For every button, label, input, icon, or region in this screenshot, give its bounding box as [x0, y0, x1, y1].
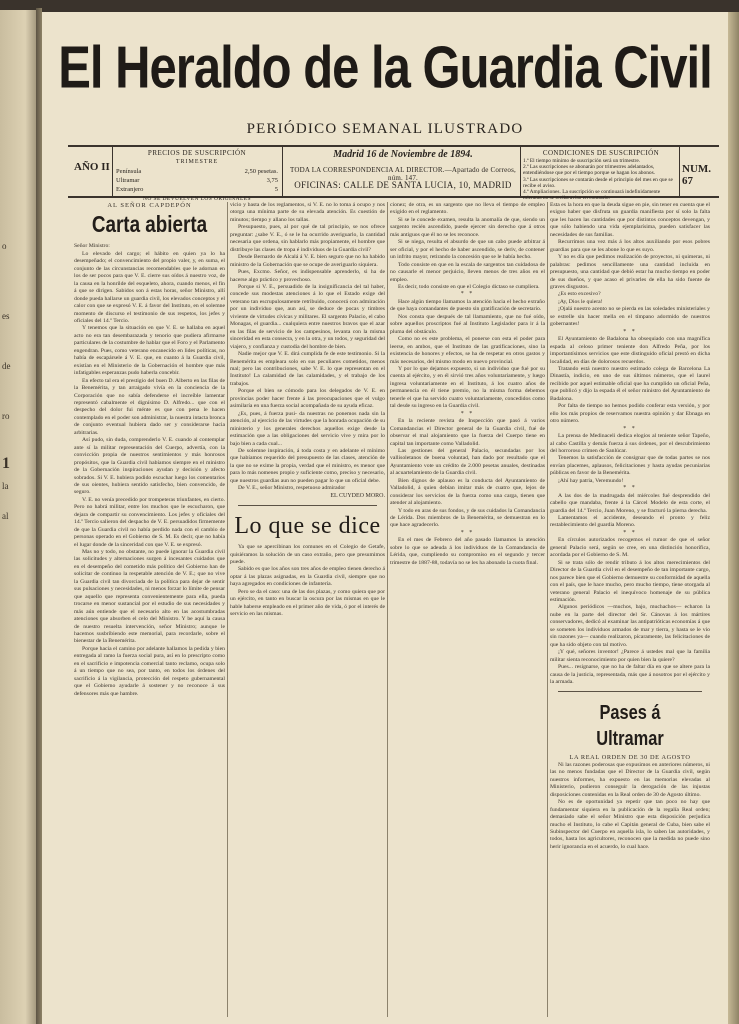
paragraph: Mas no y todo, no obstante, no puede ignorar la Guardia civil las solicitudes y alternaciones surgen á incesantes cuidados que en el desempeño del cometido más político del Gobierno han de solicitar de continuo la respetable atención de V. E.; que no vive la Guardia civil tan divorciada de la política para dejar de sentir sus pulsaciones y necesidades, ni menos forzar lo límite de pensar que aquello que representa convenientemente para ella, pueda trocarse en menor sustancial por el estudio de sus necesidades y más aún entiende que el necesario alto en las acostumbradas atenciones que absorben el celo del Ministro. Y be aquí la causa de nuestro resuelta intervención, señor Ministro; aunque le hacemos susbríbiendo este memorial, para recordarle, sobre el bienestar de la Benemérita. [74, 549, 225, 645]
divider [282, 147, 283, 196]
paragraph: Porque hacia el camino por adelante hallamos la pedida y bien entregada al ramo la fuerza social pura, así en lo prescripto como en el sacrificio e impotencia comercial tanto reclamo, ocupa solo á un tiempo que no sea, por tanto, en todos los órdenes del sacrificio á la vigilancia, protección del respeto gubernamental que el Gobierno ayudarle á sostener y no reconoce á sus defensores más que hambre. [74, 645, 225, 697]
paragraph: Y por lo que dejamos expuesto, si un individuo que fué por su cuenta al ejército, y en él sirvió tres años voluntariamente, y luego ingresa voluntariamente en el Instituto, á los cuatro años de permanencia en él tiene premio, no la misma forma debemos tenerle el que ha servido cuatro voluntariamente, concedidos como tal desde su ingreso en la Guardia civil. [390, 365, 545, 410]
paragraph: Sabido es que los años son tres años de empleo tienen derecho á optar á las plazas asignadas, en la Guardia civil, siempre que no haya agregados en condiciones de infantería. [230, 566, 385, 588]
paragraph: Presupuesto, pues, al por qué de tal principio, se nos ofrece preguntar: ¿sabe V. E., ó se le ha ocurrido averiguarlo, la cantidad necesaria que ordena, sin hablarlo más propiamente, el hombre que distribuye las clases de tropa é individuos de la Guardia civil? [230, 224, 385, 253]
paragraph: Señor Ministro: [74, 243, 110, 250]
price-value: 2,50 pesetas. [244, 168, 278, 175]
newspaper-page [42, 12, 728, 1024]
paragraph: Pero se da el caso: una de las dos plazas, y como quiera que por un ejército, en tanto en buscar la oscura por las mismas en que le hable haberse empleado en el primer año de vida, ó por el interés de servicio en las mismas. [230, 588, 385, 618]
paragraph: Algunos periódicos —muchos, bajo, muchachos— echaron la nube en la parte del director del Sr. Cánovas á los mártires conservadores, dedicó al examinar las antipatrióticas economías á que se someten los individuos armados de mar y tierra, y hasta se le vio sin razones ya— cuando realizaron, pícaramente, las felicitaciones de que ha sido objeto con tal motivo. [550, 604, 710, 648]
price-row [116, 167, 278, 176]
offices-line: OFICINAS: CALLE DE SANTA LUCIA, 10, MADRID [294, 180, 512, 190]
paragraph: La prensa de Medinaceli dedica elogios al teniente señor Tapeño, al cabo Castilla y demás fuerza á sus órdenes, por el descubrimiento del horroroso crimen de Sanlúcar. [550, 433, 710, 454]
paragraph: ¡Ahí hay patria, Veremundo! [558, 477, 624, 484]
column-rule [547, 202, 548, 1017]
conditions-box [523, 147, 679, 202]
asterisk-separator: * * [623, 328, 637, 335]
article-title: Lo que se dice [234, 513, 381, 540]
paragraph: cionez; de otra, es un sargento que no lleva el tiempo de empleo exigido en el reglamento. [390, 202, 545, 216]
paragraph: De V. E., señor Ministro, respetuoso admirador [238, 485, 346, 492]
divider [112, 147, 113, 196]
paragraph: Lo elevado del cargo; el hábito en quien ya lo ha desempeñado; el convencimiento del propio valer, y, en suma, el conjunto de las circunstancias recomendables que le adornan en los de ser pocos para que V. E. cierre sus oídos á nuestro voz, de la causa en la honrilde del esqueleto, ahora, cuando menos, el fin á que se dirigen. Sabidos son á estas horas, señor Ministro, allí donde pueda hallarse un guardia civil, los elevados conceptos y el calor con que se expresó V. E. á favor del Instituto, en el solemne momento de discurso el testimonio de sus respetos, los jefes y oficiales del 14.º Tercio. [74, 250, 225, 324]
asterisk-separator: * * [460, 291, 475, 298]
condition-line: 2.ª Las suscripciones se abonarán por trimestres adelantados, entendiéndose que por el tiempo porque se hagan los abonos. [523, 164, 656, 177]
paragraph: Esta es la hora en que la deuda sigue en pie, sin tener en cuenta que el exiguo haber que disfruta un guardia manifiesta por sí solo la falta que les hacen las cantidades que por distintos conceptos devengan, y que sólo habiendo una vida ejemplarísima, pueden satisfacer las necesidades de sus familias. [550, 202, 710, 238]
paragraph: Nos consta que después de tal llamamiento, que no fué oído, sobre aquellos proscriptos fué al Instituto Legislador para ir á la pluma del obstáculo. [390, 313, 545, 335]
condition-line: 1.ª El tiempo mínimo de suscripción será un trimestre. [523, 158, 641, 164]
asterisk-separator: * * [623, 529, 637, 536]
condition-line: 4.ª Ampliaciones. La suscripción se continuará indefinidamente mientras no se reciba aviso en contrario. [523, 189, 661, 202]
column-1 [74, 202, 225, 698]
price-value: 3,75 [266, 177, 278, 184]
left-fragment: o [2, 241, 7, 251]
year-label: AÑO II [74, 161, 110, 173]
paragraph: Ni las razones poderosas que expusimos en anteriores números, ni las no menos fundadas que el Director de la Guardia civil, según nuestros informes, ha expuesto en las memorias elevadas al Ministerio, pudieron conseguir la derogación de las injustas disposiciones contenidas en la Real orden de 30 de Agosto último. [550, 761, 710, 798]
paragraph: Y tenemos que la situación en que V. E. se hallaba en aquel acto no era tan desembarazada y tenorio que pudiera afirmarse particulares de la costumbre de hablar que el Foro y el Parlamento engendran. Pues, como veterano encanecido en lides políticas, no había de escapársele á V. E. que, en cuanto á la Guardia civil, existían en el Ministerio de la Gobernación el hombre que más infatigables esperanzas pudo haberla concebir. [74, 325, 225, 377]
paragraph: ¡Ojalá nuestro acento no se pierda en las soledades ministeriales y se estrelle sin hacer mella en el tímpano adormido de nuestros gobernantes! [550, 306, 710, 328]
paragraph: ¡Y qué, señores inventor! ¿Parece á ustedes mal que la familia militar sienta reconocimiento por quien bien la quiere? [550, 649, 710, 663]
paragraph: Pues... resignarse, que no ha de faltar día en que se altere para la causa de la justicia, representada, más que á nosotros por el ejército y la armada. [550, 664, 710, 685]
paragraph: Como no es este problema, el ponerse con esta el poder para leerse, en ambos, que el Instituto de las gratificaciones, sino la existencia de honores y efectos, se ha de respetar en otros gastos y más necesarios, del mismo modo en nuevo provincial. [390, 336, 545, 365]
prices-title: PRECIOS DE SUSCRIPCIÓN [147, 149, 247, 157]
paragraph: De solemne inspiración, á toda costa y en adelante el mínimo que habíamos requerido del presupuesto de las clases, atención de la que no se exime la propia, verdad que el ministro, es menor que para lo más nomenes propio y suficiente como, preciso y necesario, que nuestros guardias aun no pueden pagar lo que un oficial debe. [230, 447, 385, 484]
left-fragment: 1 [2, 455, 10, 472]
paragraph: Porque si V. E., persuadido de la insignificancia del tal haber, concede sus modestas atenciones á lo que el Estado exige del veterano tan escrupulosamente retribuido, conocerá con admiración por un individuo que, aun así, se deduce de pocas y timbres viviente de virtudes cívicas y militares. El sargento Palacio, el cabo Monagas, el guardia... cualquiera entre nuestros bravos que el azar en las filas de servicio de los campesinos, levanta con la misma sinceridad en esta consecra, y en la otra, y un todos, y seguridad del viajero, y confianza y custodia del hombre de bien. [230, 283, 385, 350]
prices-box [116, 147, 278, 202]
paragraph: vicio y basta de los reglamentos, si V. E. no lo toma á ocupo y nos otorga una mínima parte de su elevada atención. Es cuestión de minutos; tiempo y allano los tallas. [230, 202, 385, 223]
column-2 [230, 202, 385, 619]
price-row [116, 185, 278, 194]
paragraph: En la reciente revista de Inspección que pasó á varios Comandancias el Director general de la Guardia civil, fué de observar el mal alojamiento que la fuerza del Cuerpo tiene en capital tan importante como Valladolid. [390, 418, 545, 447]
asterisk-separator: * * [623, 485, 637, 492]
divider [520, 147, 521, 196]
price-label: Península [116, 168, 142, 175]
paragraph: Bien dignos de aplauso es la conducta del Ayuntamiento de Valladolid, á quien debían imitar más de cuatro que, lejos de considerar los servicios de la fuerza como una carga, tienen que atender al alojamiento. [390, 477, 545, 507]
paragraph: Tenemos la satisfacción de consignar que de todas partes se nos envían placemes, aplausos, felicitaciones y hasta ayudas pecuniarias públicas en favor de la Benemérita. [550, 455, 710, 477]
paragraph: Lamentamos el accidente, deseando el pronto y feliz restablecimiento del guardia Moreno. [550, 515, 710, 529]
article-kicker: AL SEÑOR CAPDEPÓN [107, 202, 192, 209]
section-rule [558, 691, 702, 692]
paragraph: V. E. no venía precedido por trompeteras triunfantes, en cierto. Pero no habrá militar, entre los muchos que le escucharon, que dejara de compartir su convencimiento. Los jefes y oficiales del 14.º Tercio salieron del despacho de V. E. persuadidos firmemente de que la Guardia civil no había perdido nada con el cambio de personas operado en el Gobierno de S. M. Es decir, que no había el lugar donde de la sinceridad con que V. E. se expresó. [74, 496, 225, 548]
header-band [68, 145, 719, 202]
conditions-title: CONDICIONES DE SUSCRIPCIÓN [542, 149, 660, 157]
right-page-edge [728, 12, 739, 1024]
paragraph: Todo consiste en que en la escala de sargentos tan cuidadosa de no causarle el menor perjuicio, lleven menos de tres años en el empleo. [390, 261, 545, 283]
paragraph: Hace algún tiempo llamamos la atención hacia el hecho extraño de que haya comandantes de puesto sin gratificación de secretario. [390, 298, 545, 313]
column-rule [387, 202, 388, 1017]
paragraph: El Ayuntamiento de Badalona ha obsequiado con una magnífica espada al celoso primer teniente don Alfredo Peña, por los importantísimos servicios que este distinguido oficial prestó en dicha localidad, en días de dolorosos recuerdos. [550, 336, 710, 365]
left-fragment: la [2, 481, 9, 491]
paragraph: En efecto tal era el prestigio del buen D. Alberto en las filas de la Benemérita, y tan arraigado vivía en la conciencia de la Corporación que no sabía defenderse el increíble lamentar representó cabalmente el dignísimo D. Alfredo... que con el despecho del dolor fui ménte es que con pena le hacen contemplado en el poder son administrar, la nuestra intacta bronca de conjunto eventual hubiera dado ser y considerarse hacia arbitrarias. [74, 377, 225, 436]
correspondence-line: TODA LA CORRESPONDENCIA AL DIRECTOR.—Apartado de Correos, núm. 147. [290, 166, 516, 182]
paragraph: Si se niega, resulta el absurdo de que un cabo puede arbitrar á ser oficial, y por el hecho de haber ascendido, se deriv, de contener un infrito mayor, retirando la concesión que se le había hecho. [390, 239, 545, 261]
column-3 [390, 202, 545, 567]
prices-note: NO SE DEVUELVEN LOS ORIGINALES [142, 196, 252, 202]
left-fragment: es [2, 311, 10, 321]
column-rule [227, 202, 228, 1017]
price-row [116, 176, 278, 185]
article-subkicker: LA REAL ORDEN DE 30 DE AGOSTO [569, 754, 691, 762]
paragraph: ¿Es, pues, á fuerza pusi- da nuestras no ponemos nada sin la atención, al ejercicio de las virtudes que la honrada ocupación de su ministerio y los generales derechos aquellos exige desde la estimación que a las obligaciones del servicio vive y mira por lo bajo bien a cada cual... [230, 410, 385, 447]
article-title: Pases á Ultramar [596, 702, 664, 751]
paragraph: Nadie mejor que V. E. dirá cumplida fe de este testimonio. Si la Benemérita es empleara solo en sus peculiares cometidos, menos mal; pero las contribuciones, sabe V. E. lo que representan en el Instituto! La calamidad de las calamidades, y el trabajo de los trabajos. [230, 351, 385, 387]
paragraph: Recurrimos una vez más á los altos auxiliando por esos pobres guardias para que se les abone lo que es suyo. [550, 239, 710, 253]
left-fragment: al [2, 511, 9, 521]
condition-line: 3.ª Las suscripciones se contarán desde el principio del mes en que se recibe el aviso. [523, 176, 673, 189]
paragraph: Es decir, todo consiste en que el Colegio dictaso se cumpliera. [398, 283, 540, 290]
price-value: 5 [274, 186, 278, 193]
signature: EL CUYDEO MORO. [330, 492, 385, 499]
paragraph: No es de oportunidad ya repetir que tan poco no hay que fundamentar siquiera en la publicación de la regalía Real orden; demasiado sabe el señor Ministro que esta disposición perjudica mucho el Instituto, lo cabe el Capitán general de Cuba, bien sabe el Subinspector del Cuerpo en aquella isla, lo saben las autoridades, y todos, hasta los agricultores, reconocen que la medida no puede sino herir ignorancia en el acuerdo, lo cual hace. [550, 799, 710, 850]
paragraph: A las dos de la madrugada del miércoles fué desprendido del cabello que mandaba, frente á la Cárcel Modelo de esta corte, el guardia del 14.º Tercio, Juan Moreno, y se fracturó la pierna derecha. [550, 492, 710, 514]
paragraph: Tratando está nuestro nuestro estimado colega de Barcelona La Dinastía, indicio, en uno de sus últimos números, que el laurel recibido por aquel estimable oficial que ha cumplido un oficial Peña, que publicó y dijo la espada él el señor ministro del Ayuntamiento de Badalona. [550, 365, 710, 402]
paragraph: Y todo en aras de sus fondos, y de sus cuidados la Comandancia de Lérida. Dos miembros de la Benemérita, se demuestran en lo que hace agradecerlo. [390, 507, 545, 529]
masthead: El Heraldo de la Guardia Civil [58, 35, 712, 101]
price-label: Ultramar [116, 177, 140, 184]
divider [679, 147, 680, 196]
asterisk-separator: * * [623, 425, 637, 432]
paragraph: Desde Bernardo de Alcalá á V. E. bien seguro que no ha habido ministro de la Gobernación que se ocupe de averiguarlo siquiera. [230, 254, 385, 268]
column-4 [550, 202, 710, 851]
paragraph: En círculos autorizados recogemos el rumor de que el señor general Palacio será, según se cree, en una distinción honorífica, acordada por el Gobierno de S. M. [550, 537, 710, 559]
subtitle: PERIÓDICO SEMANAL ILUSTRADO [246, 121, 524, 137]
issue-number: NUM. 67 [682, 163, 712, 187]
article-title: Carta abierta [91, 211, 208, 238]
paragraph: Las gestiones del general Palacio, secundadas por los vallisoletanos de buena voluntad, han dado por resultado que el Ayuntamiento vote un crédito de 2.000 pesetas anuales, destinadas al acuartelamiento de la Guardia civil. [390, 447, 545, 477]
issue-date: Madrid 16 de Noviembre de 1894. [333, 149, 473, 160]
paragraph: Si se le concede examen, resulta la anomalía de que, siendo un sargento recién ascendido, puede ejercer sin derecho que á otros más antiguos que él no se les reconoce. [390, 216, 545, 238]
paragraph: Ya que se apercibinan los comunes en el Colegio de Getafe, quisiéramos la solución de un caso extraño, pero que presumimos puede. [230, 544, 385, 566]
asterisk-separator: * * [460, 529, 475, 536]
prices-trimestre: TRIMESTRE [175, 159, 219, 165]
paragraph: ¿Es esto excesivo? [558, 291, 601, 298]
paragraph: Porque el bien se cómodo para los delegados de V. E. en provincias poder hacer frente á las preocupaciones que el vulgo asimilaría en una fuerza social acompañada de su ayuda eficaz. [230, 388, 385, 410]
paragraph: Y no es día que pedimos realización de proyectos, ni quimeras, ni palabras: pedimos sencillamente una cantidad incluida en presupuesto, una cantidad que debió estar ha mucho tiempo en poder de sus dueños, y que acaso el privarles de ella ha sido fuente de graves disgustos. [550, 254, 710, 290]
left-fragment: ro [2, 411, 10, 421]
price-label: Extranjero [116, 186, 144, 193]
left-fragment: de [2, 361, 11, 371]
paragraph: Pues, Excmo. Señor, es indispensable aprenderlo, si ha de hacerse algo práctico y provechoso. [230, 269, 385, 283]
paragraph: ¡Ay, Dios le quiera! [558, 298, 603, 305]
paragraph: Por falta de tiempo no hemos podido conferar esta versión, y por ello los más propios de reservamos nuestra opinión y dar Ebnaga en otro número. [550, 403, 710, 425]
asterisk-separator: * * [460, 410, 475, 417]
paragraph: Si se trata sólo de rendir tributo á los altos merecimientos del Director de la Guardia civil en el desempeño de tan importante cargo, nos parece bien que el Gobierno demuestre su conformidad de aquella con el país, que le hace mucho, pero mucho tiempo, tiene otorgada al veterano general Palacio el inequívoco homenaje de su pública estimación. [550, 559, 710, 604]
section-rule [238, 505, 377, 506]
left-page-edge [0, 10, 37, 1024]
paragraph: En el mes de Febrero del año pasado llamamos la atención sobre lo que se adeuda á los individuos de la Comandancia de Lérida, que, cumpliendo su compromiso en el segundo y tercer trimestre de 1887-88, todavía no se les ha abonado la cuota final. [390, 537, 545, 566]
paragraph: Así pudo, sin duda, comprenderlo V. E. cuando al contemplar ante sí la militar representación del Cuerpo, advertía, con la convicción propia de nuestros sentimientos y más honrosos propósitos, que la Guardia civil habíamos siempre en el ministro de la Gobernación inspiraciones ayudan y decisión y afecto sobrados. Si V. E. hubiera podido escuchar luego los comentarios de sus oientes, hubiera sentido satisfecho, bien convencido, de seguro. [74, 437, 225, 496]
